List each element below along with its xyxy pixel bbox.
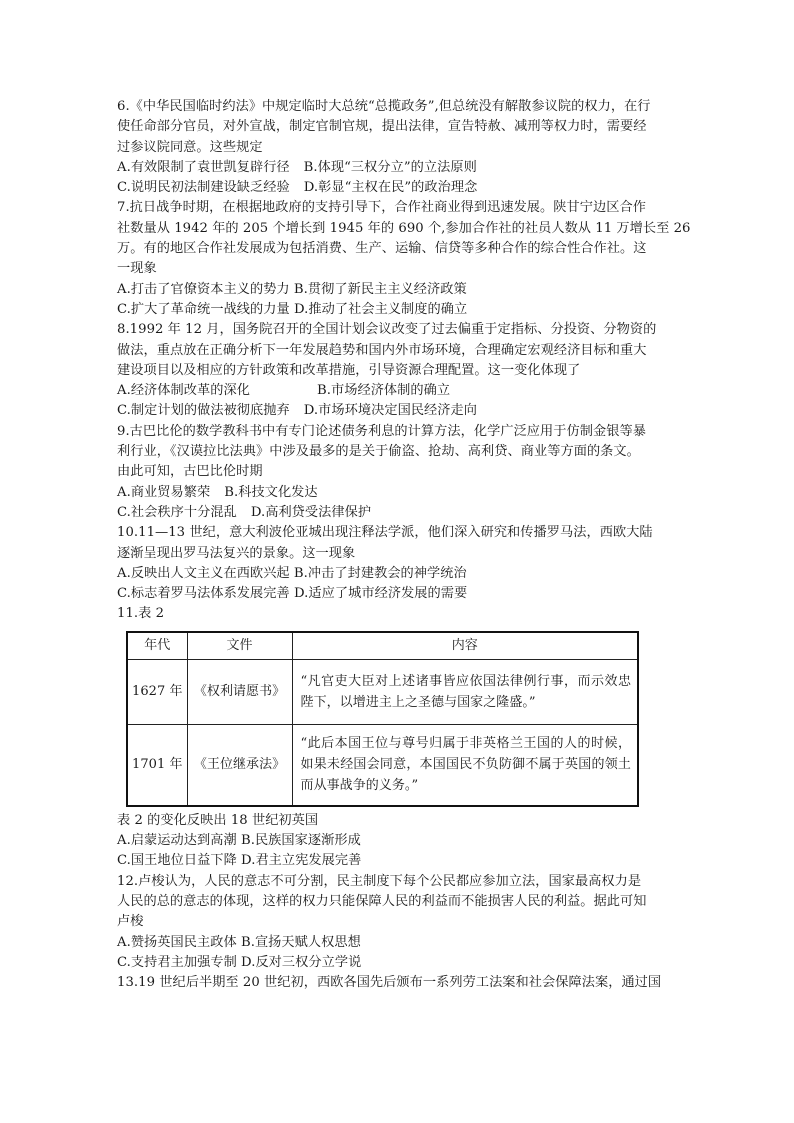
table-header-row: [127, 632, 638, 660]
table-row: [127, 724, 638, 806]
q9-stem-line-1: 9.古巴比伦的数学教科书中有专门论述债务利息的计算方法，化学广泛应用于仿制金银等暴: [117, 423, 646, 439]
q9-stem-line-2: 利行业，《汉谟拉比法典》中涉及最多的是关于偷盗、抢劫、高利贷、商业等方面的条文。: [117, 444, 640, 460]
q8-option-d: D.市场环境决定国民经济走向: [303, 403, 478, 419]
q7-stem-line-4: 一现象: [117, 261, 157, 277]
cell-content: “凡官吏大臣对上述诸事皆应依国法律例行事，而示效忠陛下，以增进主上之圣德与国家之隆盛。”: [292, 659, 638, 724]
q10-stem-line-1: 10.11—13 世纪，意大利波伦亚城出现注释法学派，他们深入研究和传播罗马法，西欧大陆: [117, 525, 653, 541]
q8-stem-line-3: 建设项目以及相应的方针政策和改革措施，引导资源合理配置。这一变化体现了: [117, 362, 581, 378]
question-list: [117, 97, 691, 993]
q12-options-row-1: A.赞扬英国民主政体 B.宣扬天赋人权思想: [117, 934, 361, 950]
q6-option-b: B.体现“三权分立”的立法原则: [303, 159, 477, 175]
col-header-document: 文件: [187, 632, 292, 660]
q8-options-row-1: [117, 381, 677, 401]
q11-options-row-2: C.国王地位日益下降 D.君主立宪发展完善: [117, 853, 362, 869]
table-row: [127, 659, 638, 724]
q8-option-c: C.制定计划的做法被彻底抛弃: [117, 403, 290, 419]
question-10: [117, 523, 677, 604]
q6-stem-line-3: 过参议院同意。这些规定: [117, 139, 263, 155]
q10-options-row-2: C.标志着罗马法体系发展完善 D.适应了城市经济发展的需要: [117, 586, 468, 602]
q11-stem-after: 表 2 的变化反映出 18 世纪初英国: [117, 812, 319, 828]
q12-stem-line-1: 12.卢梭认为，人民的意志不可分割，民主制度下每个公民都应参加立法，国家最高权力是: [117, 873, 642, 889]
q6-options-row-1: [117, 158, 677, 178]
q11-options-row-1: A.启蒙运动达到高潮 B.民族国家逐渐形成: [117, 833, 361, 849]
question-9: [117, 422, 677, 523]
question-8: [117, 320, 677, 421]
col-header-year: 年代: [127, 632, 187, 660]
cell-year: 1627 年: [127, 659, 187, 724]
q6-option-a: A.有效限制了袁世凯复辟行径: [117, 159, 290, 175]
q8-option-b: B.市场经济体制的确立: [317, 383, 451, 399]
q9-option-c: C.社会秩序十分混乱: [117, 504, 237, 520]
cell-content: “此后本国王位与尊号归属于非英格兰王国的人的时候，如果未经国会同意，本国国民不负防御不属于英国的领土而从事战争的义务。”: [292, 724, 638, 806]
q8-stem-line-1: 8.1992 年 12 月，国务院召开的全国计划会议改变了过去偏重于定指标、分投资、分物资的: [117, 322, 657, 338]
question-7: [117, 198, 691, 320]
q8-stem-line-2: 做法，重点放在正确分析下一年发展趋势和国内外市场环境，合理确定宏观经济目标和重大: [117, 342, 647, 358]
q9-option-d: D.高利贷受法律保护: [250, 504, 372, 520]
question-6: [117, 97, 677, 198]
q7-stem-line-1: 7.抗日战争时期，在根据地政府的支持引导下，合作社商业得到迅速发展。陕甘宁边区合作: [117, 200, 646, 216]
q9-options-row-2: [117, 503, 677, 523]
q7-options-row-1: A.打击了官僚资本主义的势力 B.贯彻了新民主主义经济政策: [117, 281, 467, 297]
q10-stem-line-2: 逐渐呈现出罗马法复兴的景象。这一现象: [117, 545, 356, 561]
q6-options-row-2: [117, 178, 677, 198]
q6-option-c: C.说明民初法制建设缺乏经验: [117, 180, 290, 196]
q11-title: 11.表 2: [117, 606, 165, 622]
cell-document: 《权利请愿书》: [187, 659, 292, 724]
q12-stem-line-3: 卢梭: [117, 914, 144, 930]
q7-stem-line-3: 万。有的地区合作社发展成为包括消费、生产、运输、信贷等多种合作的综合性合作社。这: [117, 241, 647, 257]
q6-option-d: D.彰显“主权在民”的政治理念: [303, 180, 478, 196]
q8-option-a: A.经济体制改革的深化: [117, 383, 250, 399]
q7-stem-line-2: 社数量从 1942 年的 205 个增长到 1945 年的 690 个,参加合作社的社员人数从 11 万增长至 26: [117, 220, 691, 236]
q9-option-b: B.科技文化发达: [224, 484, 318, 500]
q12-options-row-2: C.支持君主加强专制 D.反对三权分立学说: [117, 954, 362, 970]
history-documents-table: [126, 631, 639, 807]
q9-stem-line-3: 由此可知，古巴比伦时期: [117, 464, 263, 480]
q13-stem-line-1: 13.19 世纪后半期至 20 世纪初，西欧各国先后颁布一系列劳工法案和社会保障法案，通过国: [117, 975, 662, 991]
q10-options-row-1: A.反映出人文主义在西欧兴起 B.冲击了封建教会的神学统治: [117, 565, 467, 581]
q12-stem-line-2: 人民的总的意志的体现，这样的权力只能保障人民的利益而不能损害人民的利益。据此可知: [117, 893, 647, 909]
q6-stem-line-1: 6.《中华民国临时约法》中规定临时大总统“总揽政务”,但总统没有解散参议院的权力，在行: [117, 99, 651, 114]
q8-options-row-2: [117, 401, 677, 421]
question-12: [117, 872, 677, 973]
q7-options-row-2: C.扩大了革命统一战线的力量 D.推动了社会主义制度的确立: [117, 301, 468, 317]
q9-option-a: A.商业贸易繁荣: [117, 484, 211, 500]
q6-stem-line-2: 使任命部分官员，对外宣战，制定官制官规，提出法律，宣告特赦、减刑等权力时，需要经: [117, 119, 647, 135]
q9-options-row-1: [117, 483, 677, 503]
question-11: [117, 604, 677, 871]
cell-document: 《王位继承法》: [187, 724, 292, 806]
col-header-content: 内容: [292, 632, 638, 660]
question-13: [117, 973, 677, 993]
cell-year: 1701 年: [127, 724, 187, 806]
